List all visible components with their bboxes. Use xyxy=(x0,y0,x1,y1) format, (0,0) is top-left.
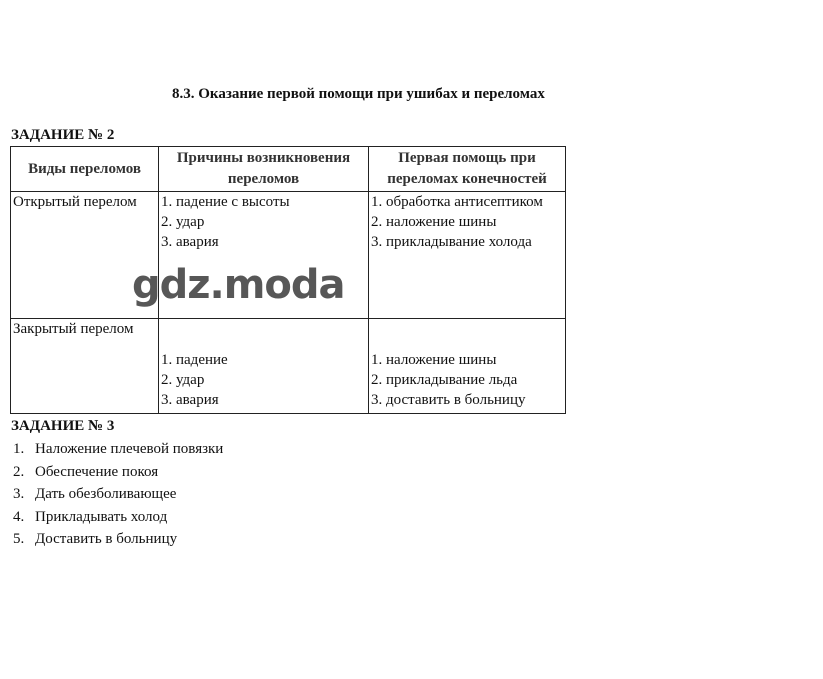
first-aid-cell xyxy=(369,192,566,319)
aid-item: 3. прикладывание холода xyxy=(371,234,532,250)
aid-item: 2. прикладывание льда xyxy=(371,372,518,388)
task-3-heading: ЗАДАНИЕ № 3 xyxy=(11,418,115,434)
first-aid-steps-list xyxy=(13,438,223,551)
cause-item: 1. падение с высоты xyxy=(161,194,290,210)
fracture-type-cell: Закрытый перелом xyxy=(11,319,159,414)
list-item xyxy=(13,483,223,506)
cause-item: 1. падение xyxy=(161,352,228,368)
aid-item: 3. доставить в больницу xyxy=(371,392,526,408)
header-first-aid: Первая помощь при переломах конечностей xyxy=(369,147,566,192)
aid-item: 2. наложение шины xyxy=(371,214,497,230)
list-item-number: 1. xyxy=(13,441,25,457)
page-title: 8.3. Оказание первой помощи при ушибах и переломах xyxy=(172,86,545,102)
list-item-text: Доставить в больницу xyxy=(35,531,178,547)
list-item-text: Дать обезболивающее xyxy=(35,486,177,502)
list-item xyxy=(13,506,223,529)
list-item-text: Наложение плечевой повязки xyxy=(35,441,224,457)
aid-item: 1. обработка антисептиком xyxy=(371,194,543,210)
list-item xyxy=(13,461,223,484)
list-item-number: 2. xyxy=(13,463,25,480)
list-item-text: Обеспечение покоя xyxy=(35,463,159,480)
table-row-closed-fracture xyxy=(11,319,566,414)
cause-item: 2. удар xyxy=(161,372,205,388)
list-item xyxy=(13,528,223,551)
aid-item: 1. наложение шины xyxy=(371,352,497,368)
watermark-logo: gdz.moda xyxy=(132,262,345,308)
table-header-row xyxy=(11,147,566,192)
first-aid-cell xyxy=(369,319,566,414)
list-item-number: 4. xyxy=(13,508,25,525)
causes-cell xyxy=(159,319,369,414)
task-2-heading: ЗАДАНИЕ № 2 xyxy=(11,127,115,143)
list-item xyxy=(13,438,223,461)
header-causes: Причины возникновения переломов xyxy=(159,147,369,192)
cause-item: 3. авария xyxy=(161,392,219,408)
cause-item: 2. удар xyxy=(161,214,205,230)
list-item-text: Прикладывать холод xyxy=(35,508,168,525)
fracture-type-cell: Открытый перелом xyxy=(11,192,159,319)
cause-item: 3. авария xyxy=(161,234,219,250)
list-item-number: 5. xyxy=(13,531,25,547)
header-fracture-types: Виды переломов xyxy=(11,147,159,192)
list-item-number: 3. xyxy=(13,486,25,502)
